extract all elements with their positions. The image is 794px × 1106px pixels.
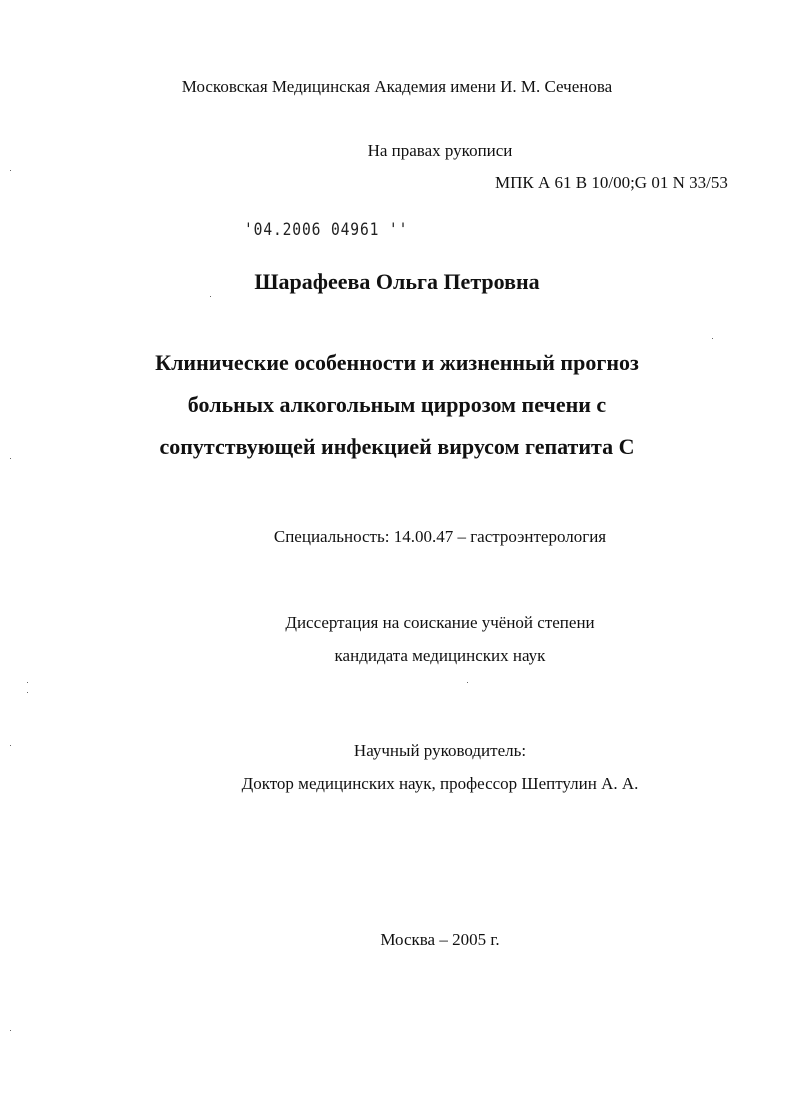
scan-speck bbox=[10, 745, 11, 746]
manuscript-note: На правах рукописи bbox=[367, 141, 513, 160]
scan-speck bbox=[10, 1030, 11, 1031]
scan-speck bbox=[27, 682, 28, 683]
classification-code: МПК А 61 В 10/00;G 01 N 33/53 bbox=[495, 173, 728, 192]
author-name: Шарафеева Ольга Петровна bbox=[254, 269, 540, 294]
title-line-3: сопутствующей инфекцией вирусом гепатита С bbox=[159, 434, 635, 459]
degree-line-2: кандидата медицинских наук bbox=[334, 646, 546, 665]
degree-line-1: Диссертация на соискание учёной степени bbox=[285, 613, 595, 632]
scan-speck bbox=[210, 296, 211, 297]
title-line-2: больных алкогольным циррозом печени с bbox=[187, 392, 607, 417]
city-year: Москва – 2005 г. bbox=[380, 930, 500, 949]
registration-stamp: '04.2006 04961 '' bbox=[244, 220, 409, 240]
supervisor-name: Доктор медицинских наук, профессор Шептулин А. А. bbox=[241, 774, 639, 793]
supervisor-label: Научный руководитель: bbox=[353, 741, 527, 760]
scan-speck bbox=[10, 170, 11, 171]
institution-name: Московская Медицинская Академия имени И. М. Сеченова bbox=[181, 77, 613, 96]
scan-speck bbox=[27, 692, 28, 693]
scan-speck bbox=[467, 682, 468, 683]
scan-speck bbox=[10, 458, 11, 459]
scan-speck bbox=[712, 338, 713, 339]
title-line-1: Клинические особенности и жизненный прогноз bbox=[155, 350, 639, 375]
specialty: Специальность: 14.00.47 – гастроэнтерология bbox=[273, 527, 607, 546]
